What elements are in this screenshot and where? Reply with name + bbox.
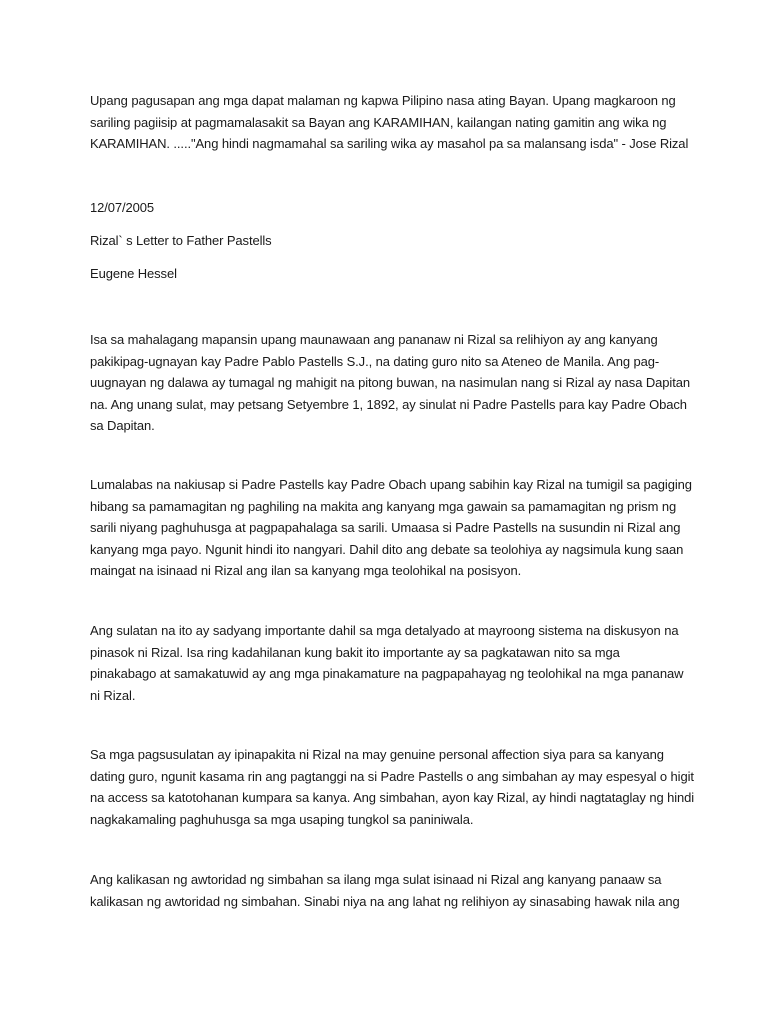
body-paragraph-3 [90,620,690,706]
text-line: pakikipag-ugnayan kay Padre Pablo Pastells S.J., na dating guro nito sa Ateneo de Manila. Ang pag- [90,353,660,369]
body-paragraph-5 [90,869,690,912]
body-paragraph-2 [90,474,690,582]
text-line: Isa sa mahalagang mapansin upang maunawaan ang pananaw ni Rizal sa relihiyon ay ang kanyang [90,332,658,347]
text-line: na access sa katotohanan kumpara sa kanya. Ang simbahan, ayon kay Rizal, ay hindi nagtataglay ng hindi [90,790,695,805]
text-line: Lumalabas na nakiusap si Padre Pastells kay Padre Obach upang sabihin kay Rizal na tumigil sa pagiging [90,477,692,492]
text-line: sariling pagiisip at pagmamalasakit sa Bayan ang KARAMIHAN, kailangan nating gamitin ang wika ng [90,114,667,130]
document-date: 12/07/2005 [90,200,155,215]
text-line: uugnayan ng dalawa ay tumagal ng mahigit na pitong buwan, na nasimulan nang si Rizal ay nasa Dapitan [90,375,690,390]
document-author: Eugene Hessel [90,266,177,281]
text-line: maingat na isinaad ni Rizal ang ilan sa kanyang mga teolohikal na posisyon. [90,563,522,578]
text-line: nagkakamaling paghuhusga sa mga usaping tungkol sa paniniwala. [90,811,474,827]
text-line: pinasok ni Rizal. Isa ring kadahilanan kung bakit ito importante ay sa pagkatawan nito sa mga [90,644,620,660]
body-paragraph-1 [90,329,690,437]
document-title: Rizal` s Letter to Father Pastells [90,233,272,248]
text-line: sa Dapitan. [90,418,155,433]
text-line: na. Ang unang sulat, may petsang Setyembre 1, 1892, ay sinulat ni Padre Pastells para kay Padre Obach [90,396,687,412]
text-line: dating guro, ngunit kasama rin ang pagtanggi na si Padre Pastells o ang simbahan ay may espesyal o higit [90,768,694,784]
text-line: kalikasan ng awtoridad ng simbahan. Sinabi niya na ang lahat ng relihiyon ay sinasabing hawak nila ang [90,893,680,909]
text-line: KARAMIHAN. ....."Ang hindi nagmamahal sa sariling wika ay masahol pa sa malansang isda" - Jose Rizal [90,136,689,151]
text-line: Upang pagusapan ang mga dapat malaman ng kapwa Pilipino nasa ating Bayan. Upang magkaroon ng [90,93,676,108]
intro-paragraph [90,90,690,155]
text-line: Ang kalikasan ng awtoridad ng simbahan sa ilang mga sulat isinaad ni Rizal ang kanyang panaaw sa [90,872,662,887]
text-line: Ang sulatan na ito ay sadyang importante dahil sa mga detalyado at mayroong sistema na diskusyon na [90,623,679,638]
text-line: kanyang mga payo. Ngunit hindi ito nangyari. Dahil dito ang debate sa teolohiya ay nagsimula kung saan [90,541,684,557]
text-line: hibang sa pamamagitan ng paghiling na makita ang kanyang mga gawain sa pamamagitan ng prism ng [90,498,677,514]
text-line: ni Rizal. [90,687,136,703]
body-paragraph-4 [90,744,695,830]
text-line: pinakabago at samakatuwid ay ang mga pinakamature na pagpapahayag ng teolohikal na mga pananaw [90,666,684,681]
text-line: Sa mga pagsusulatan ay ipinapakita ni Rizal na may genuine personal affection siya para sa kanyang [90,747,664,762]
text-line: sarili niyang paghuhusga at pagpapahalaga sa sarili. Umaasa si Padre Pastells na susundin ni Rizal ang [90,520,681,535]
